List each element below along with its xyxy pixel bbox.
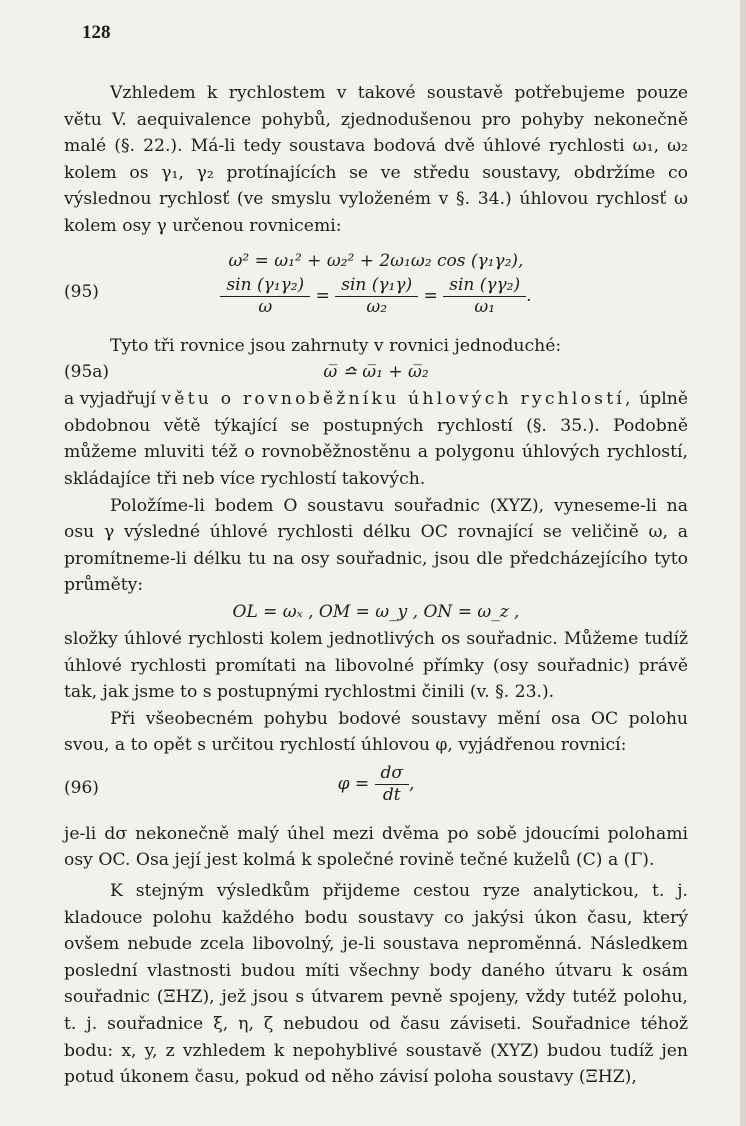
- equals-1: =: [315, 285, 330, 306]
- equation-95a: [64, 359, 688, 386]
- paragraph-8: K stejným výsledkům přijdeme cestou ryze analytickou, t. j. kladouce polohu každého bodu soustavy co jakýsi úkon času, který ovšem nebude zcela libovolný, je-li soustava neproměnná. Následkem poslední vlastnosti budou míti všechny body daného útvaru k osám souřadnic (ΞHZ), jež jsou s útvarem pevně spojeny, vždy tutéž polohu, t. j. souřadnice ξ, η, ζ nebudou od času záviseti. Souřadnice téhož bodu: x, y, z vzhledem k nepohyblivé soustavě (XYZ) budou tudíž jen potud úkonem času, pokud od něho závisí poloha soustavy (ΞHZ),: [64, 881, 688, 1088]
- paragraph-2: Tyto tři rovnice jsou zahrnuty v rovnici jednoduché:: [110, 335, 562, 356]
- equation-95-sine-ratios: [64, 275, 688, 318]
- equation-95a-body: ω̅ ≏ ω̅₁ + ω̅₂: [323, 362, 429, 383]
- fraction-2-num: sin (γ₁γ): [335, 275, 418, 297]
- equation-95a-label: (95a): [64, 362, 110, 383]
- paragraph-5: složky úhlové rychlosti kolem jednotlivých os souřadnic. Můžeme tudíž úhlové rychlosti promítati na libovolné přímky (osy souřadnic) právě tak, jak jsme to s postupnými rychlostmi činili (v. §. 23.).: [64, 628, 688, 703]
- paragraph-4: Položíme-li bodem O soustavu souřadnic (XYZ), vyneseme-li na osu γ výsledné úhlové rychlosti délku OC rovnající se veličině ω, a promítneme-li délku tu na osy souřadnic, jsou dle předcházejícího tyto průměty:: [64, 495, 688, 596]
- fraction-1: [220, 275, 310, 318]
- equation-96-lhs: φ =: [337, 773, 370, 794]
- equation-projections-body: OL = ωₓ , OM = ω_y , ON = ω_z ,: [232, 601, 520, 622]
- page-edge-shadow: [740, 0, 746, 1126]
- paragraph-1: Vzhledem k rychlostem v takové soustavě potřebujeme pouze větu V. aequivalence pohybů, zjednodušenou pro pohyby nekonečně malé (§. 22.). Má-li tedy soustava bodová dvě úhlové rychlosti ω₁, ω₂ kolem os γ₁, γ₂ protínajících se ve středu soustavy, obdržíme co výslednou rychlosť (ve smyslu vyloženém v §. 34.) úhlovou rychlosť ω kolem osy γ určenou rovnicemi:: [64, 83, 688, 236]
- fraction-2-den: ω₂: [366, 296, 388, 317]
- paragraph-3-rest: úplně obdobnou větě týkající se postupných rychlostí (§. 35.). Podobně můžeme mluviti též o rovnoběžnostěnu a polygonu úhlových rychlostí, skládajíce tři neb více rychlostí takových.: [64, 389, 688, 489]
- fraction-3-num: sin (γγ₂): [443, 275, 526, 297]
- paragraph-3-start: a vyjadřují: [64, 389, 162, 410]
- fraction-2: [335, 275, 418, 318]
- equation-95-line-2: [64, 275, 688, 329]
- equation-96-body: [64, 763, 688, 806]
- equation-projections: [64, 599, 688, 626]
- equals-2: =: [423, 285, 438, 306]
- equation-95-line-1: [64, 248, 688, 275]
- equation-96-den: dt: [382, 784, 401, 805]
- paragraph-7: je-li dσ nekonečně malý úhel mezi dvěma po sobě jdoucími polohami osy OC. Osa její jest kolmá k společné rovině tečné kuželů (C) a (Γ).: [64, 823, 688, 871]
- equation-95-period: .: [526, 285, 532, 306]
- paragraph-3: [64, 386, 688, 492]
- equation-96-comma: ,: [409, 773, 415, 794]
- fraction-1-num: sin (γ₁γ₂): [220, 275, 310, 297]
- fraction-1-den: ω: [258, 296, 273, 317]
- equation-96-fraction: [375, 763, 410, 806]
- equation-96: [64, 763, 688, 817]
- paragraph-3-emphasis: větu o rovnoběžníku úhlových rychlostí,: [161, 389, 634, 410]
- fraction-3-den: ω₁: [474, 296, 496, 317]
- equation-95-label: (95): [64, 281, 99, 302]
- equation-95-cos-law: ω² = ω₁² + ω₂² + 2ω₁ω₂ cos (γ₁γ₂),: [228, 250, 524, 271]
- page-number: 128: [82, 22, 111, 43]
- fraction-3: [443, 275, 526, 318]
- paragraph-6: Při všeobecném pohybu bodové soustavy mění osa OC polohu svou, a to opět s určitou rychlostí úhlovou φ, vyjádřenou rovnicí:: [64, 708, 688, 756]
- equation-96-label: (96): [64, 777, 99, 798]
- equation-96-num: dσ: [375, 763, 410, 785]
